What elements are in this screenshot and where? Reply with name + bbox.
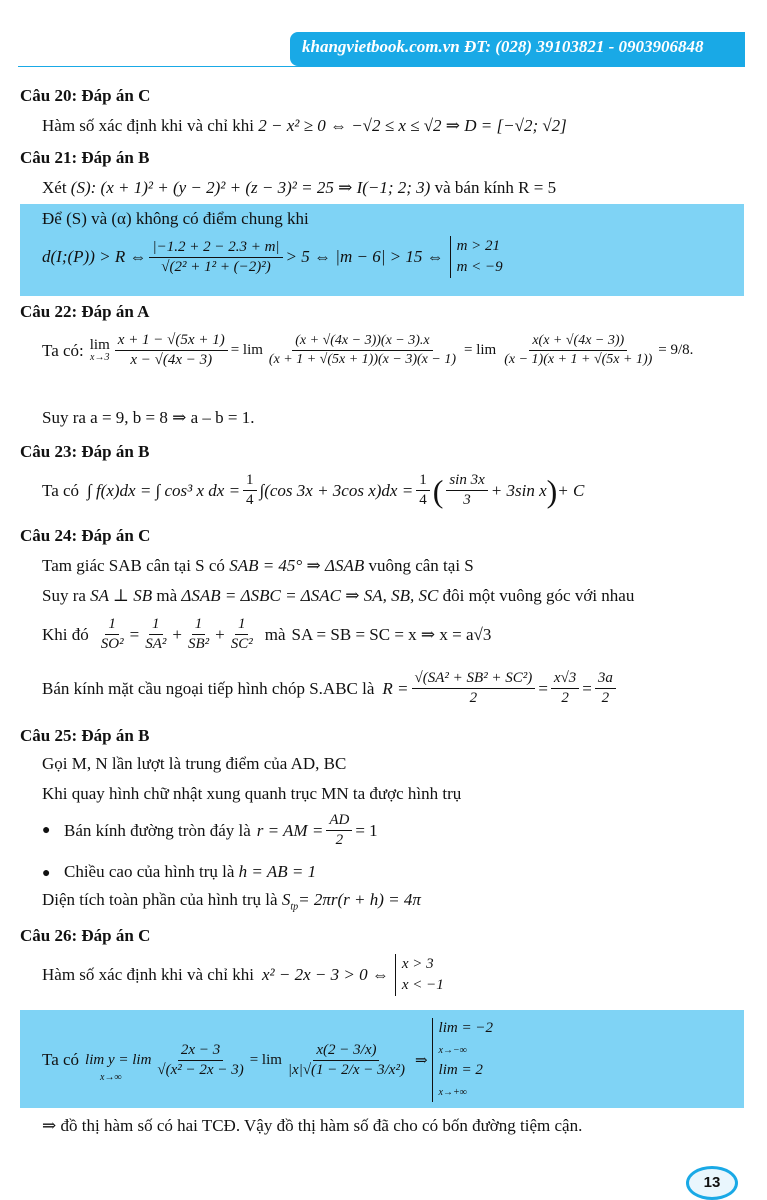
- q23-q2-num: 1: [416, 472, 430, 491]
- q22-frac3-den: (x − 1)(x + 1 + √(5x + 1)): [504, 352, 653, 367]
- q23-q1-num: 1: [243, 472, 257, 491]
- q26-lim-pos-val: lim = 2: [438, 1062, 483, 1078]
- q26-limit: [42, 1018, 493, 1102]
- q24-text2: vuông cân tại S: [368, 556, 474, 575]
- q25-r: r = AM =: [256, 820, 324, 840]
- q24-triangles: ΔSAB = ΔSBC = ΔSAC ⇒ SA, SB, SC: [181, 586, 439, 605]
- q24-frac-sa: [142, 616, 169, 653]
- q22-frac1: [115, 332, 228, 369]
- q22-frac1-num: x + 1 − √(5x + 1): [115, 332, 228, 351]
- q24-text1: Tam giác SAB cân tại S có: [42, 556, 225, 575]
- q26-lim-pos: [439, 1060, 493, 1102]
- q23-sin-frac: [446, 472, 487, 509]
- q24-angle: SAB = 45° ⇒ ΔSAB: [229, 556, 365, 575]
- q26-lim-neg-sub: x→−∞: [438, 1045, 467, 1056]
- q23-part1: ∫ f(x)dx = ∫ cos³ x dx =: [87, 480, 241, 500]
- q26-lim-neg-val: lim = −2: [438, 1020, 493, 1036]
- q24-a-num: 3a: [595, 670, 616, 689]
- q26-lim-word: lim y = lim: [85, 1051, 152, 1068]
- q25-line4: [64, 862, 316, 882]
- q21-case1: m > 21: [456, 238, 501, 254]
- q24-a-den: 2: [601, 690, 610, 706]
- header-divider: [18, 66, 745, 67]
- header-contact: khangvietbook.com.vn ĐT: (028) 39103821 - 0903906848: [302, 37, 704, 56]
- q25-two: 2: [335, 832, 344, 848]
- q25-frac: [326, 812, 352, 849]
- q21-sphere: (S): (x + 1)² + (y − 2)² + (z − 3)² = 25 ⇒ I(−1; 2; 3): [70, 178, 431, 197]
- q26-cases: [395, 954, 444, 996]
- q25-S: S: [281, 890, 291, 909]
- question-24-title: Câu 24: Đáp án C: [20, 526, 151, 545]
- q25-line1: Gọi M, N lần lượt là trung điểm của AD, BC: [42, 754, 347, 773]
- q24-text5: đôi một vuông góc với nhau: [442, 586, 635, 605]
- q22-intro: Ta có:: [42, 340, 84, 360]
- q22-frac3: [501, 333, 655, 368]
- q26-conclusion: ⇒ đồ thị hàm số có hai TCĐ. Vậy đồ thị hàm số đã cho có bốn đường tiệm cận.: [42, 1116, 583, 1135]
- q21-radius: và bán kính R = 5: [434, 178, 557, 197]
- q23-intro: Ta có: [42, 480, 80, 500]
- q24-equal-edges: SA = SB = SC = x ⇒ x = a√3: [291, 624, 492, 644]
- q25-h: h = AB = 1: [238, 862, 317, 881]
- q21-denominator: √(2² + 1² + (−2)²): [161, 258, 271, 275]
- q26-intro: Ta có: [42, 1050, 80, 1069]
- q24-text3: Suy ra: [42, 586, 86, 605]
- q24-perp: SA ⊥ SB: [90, 586, 153, 605]
- q24-sa: SA²: [145, 636, 167, 652]
- q26-lim-neg: [439, 1018, 493, 1060]
- q25-line3: [64, 812, 378, 849]
- q24-x-num: x√3: [551, 670, 579, 689]
- q23-part2: ∫(cos 3x + 3cos x)dx =: [259, 480, 414, 500]
- q21-case2: m < −9: [456, 259, 503, 275]
- q20-text: Hàm số xác định khi và chỉ khi: [42, 116, 254, 135]
- q22-eq2: = lim: [463, 342, 497, 358]
- q20-formula: 2 − x² ≥ 0 ⇔ −√2 ≤ x ≤ √2 ⇒ D = [−√2; √2]: [258, 116, 567, 135]
- q26-case2: x < −1: [401, 977, 444, 993]
- q22-conclusion: Suy ra a = 9, b = 8 ⇒ a – b = 1.: [42, 408, 255, 427]
- q24-frac-x: [551, 670, 579, 707]
- q24-frac-so: [98, 616, 127, 653]
- q21-numerator: |−1.2 + 2 − 2.3 + m|: [149, 239, 282, 258]
- q23-quarter2: [416, 472, 430, 509]
- q22-lim1-word: lim: [89, 337, 110, 353]
- q23-part3: + 3sin x: [490, 480, 547, 500]
- question-21-title: Câu 21: Đáp án B: [20, 148, 150, 167]
- q26-limits: [432, 1018, 493, 1102]
- q24-x-den: 2: [561, 690, 569, 706]
- q24-one: 1: [235, 616, 249, 635]
- q23-q2-den: 4: [419, 492, 427, 508]
- q26-frac1: [154, 1042, 246, 1079]
- q24-line1: [42, 556, 474, 576]
- q26-case1: x > 3: [401, 956, 434, 972]
- q26-line1: [42, 954, 444, 996]
- q25-text1: Bán kính đường tròn đáy là: [64, 820, 251, 840]
- question-25-title: Câu 25: Đáp án B: [20, 726, 150, 745]
- q22-lim1: [90, 338, 110, 363]
- q24-line3: Khi đó $\frac{1}{\text{SO²}}$ = $\frac{1}{\text{SA²}}$ + $\frac{1}{\text{SB²}}$ + $\frac{1}{\text{SC²}}$ mà SA = SB = SC = x ⇒ x = a√3: [42, 616, 492, 652]
- q23-paren-close: ): [546, 472, 558, 509]
- q26-lim-sub: x→∞: [100, 1072, 122, 1083]
- q22-frac1-den: x − √(4x − 3): [130, 352, 213, 368]
- q22-eq1: = lim: [230, 342, 263, 358]
- q22-lim1-sub: x→3: [90, 352, 110, 363]
- q24-R-den: 2: [469, 690, 478, 706]
- q22-limit: [42, 332, 693, 369]
- q24-so: SO²: [100, 636, 124, 652]
- q21-condition: Để (S) và (α) không có điểm chung khi: [42, 209, 309, 228]
- question-22-title: Câu 22: Đáp án A: [20, 302, 150, 321]
- q24-text6: Khi đó: [42, 624, 89, 644]
- q26-text1: Hàm số xác định khi và chỉ khi: [42, 965, 254, 984]
- q26-frac1-num: 2x − 3: [178, 1042, 223, 1061]
- q21-distance: d(I;(P)) > R ⇔: [42, 247, 147, 266]
- question-20-title: Câu 20: Đáp án C: [20, 86, 151, 105]
- q25-text2: Chiều cao của hình trụ là: [64, 862, 235, 881]
- q26-quadratic: x² − 2x − 3 > 0 ⇔: [262, 965, 389, 984]
- q22-frac2-num: (x + √(4x − 3))(x − 3).x: [292, 333, 432, 351]
- q25-area: [281, 890, 421, 913]
- q26-frac2-den: |x|√(1 − 2/x − 3/x²): [287, 1061, 405, 1078]
- q21-inequality: [42, 236, 503, 278]
- q25-ad: AD: [326, 812, 352, 831]
- q20-line: [42, 116, 567, 136]
- q25-area-value: = 2πr(r + h) = 4π: [298, 890, 421, 909]
- q23-integral: [42, 472, 584, 509]
- q23-q1-den: 4: [246, 492, 254, 508]
- q24-text8: Bán kính mặt cầu ngoại tiếp hình chóp S.ABC là: [42, 678, 375, 698]
- q23-sin-den: 3: [463, 492, 471, 508]
- q24-sb: SB²: [187, 636, 210, 652]
- q26-implies: ⇒: [414, 1052, 428, 1069]
- q24-frac-sb: [185, 616, 212, 653]
- q24-R: R =: [382, 678, 409, 698]
- q24-frac-R: [412, 670, 536, 707]
- q24-text4: mà: [156, 586, 178, 605]
- q26-frac1-den: √(x² − 2x − 3): [157, 1061, 244, 1078]
- q25-line5: [42, 890, 421, 912]
- question-23-title: Câu 23: Đáp án B: [20, 442, 150, 461]
- q25-tp: tp: [290, 901, 299, 913]
- q22-result: = 9/8.: [658, 342, 694, 358]
- q21-text: Xét: [42, 178, 67, 197]
- page-number: 13: [686, 1166, 738, 1200]
- q24-text7: mà: [264, 624, 286, 644]
- q26-eq: = lim: [249, 1051, 282, 1068]
- q25-one: = 1: [355, 820, 378, 840]
- q23-constant: + C: [557, 480, 585, 500]
- q26-lim-pos-sub: x→+∞: [438, 1087, 467, 1098]
- q22-frac2-den: (x + 1 + √(5x + 1))(x − 3)(x − 1): [268, 352, 456, 367]
- q24-sc: SC²: [230, 636, 253, 652]
- q23-sin-num: sin 3x: [446, 472, 487, 491]
- q24-line4: Bán kính mặt cầu ngoại tiếp hình chóp S.ABC là R = $\frac{\text{√(SA² + SB² + SC²)}}{2}$ = $\frac{x√3}{2}$ = $\frac{3a}{2}$: [42, 670, 619, 707]
- q21-cases: [450, 236, 503, 278]
- q24-frac-sc: [228, 616, 256, 653]
- q24-frac-a: [595, 670, 616, 707]
- q22-frac2: [266, 333, 459, 368]
- bullet-icon: ●: [42, 866, 51, 881]
- q24-one: 1: [105, 616, 119, 635]
- q22-frac3-num: x(x + √(4x − 3)): [529, 333, 627, 351]
- q23-paren-open: (: [432, 472, 444, 509]
- q21-compare: > 5 ⇔ |m − 6| > 15 ⇔: [285, 247, 444, 266]
- q21-line1: [42, 178, 556, 198]
- q24-R-num: √(SA² + SB² + SC²): [412, 670, 536, 689]
- q24-line2: [42, 586, 634, 606]
- q25-text3: Diện tích toàn phần của hình trụ là: [42, 890, 278, 909]
- q26-frac2: [285, 1042, 408, 1079]
- q23-quarter1: [243, 472, 257, 509]
- q24-one: 1: [149, 616, 163, 635]
- question-26-title: Câu 26: Đáp án C: [20, 926, 151, 945]
- q25-line2: Khi quay hình chữ nhật xung quanh trục MN ta được hình trụ: [42, 784, 462, 803]
- q21-fraction: [149, 239, 282, 276]
- q26-frac2-num: x(2 − 3/x): [313, 1042, 379, 1061]
- q24-one: 1: [192, 616, 206, 635]
- bullet-icon: ●: [42, 823, 51, 838]
